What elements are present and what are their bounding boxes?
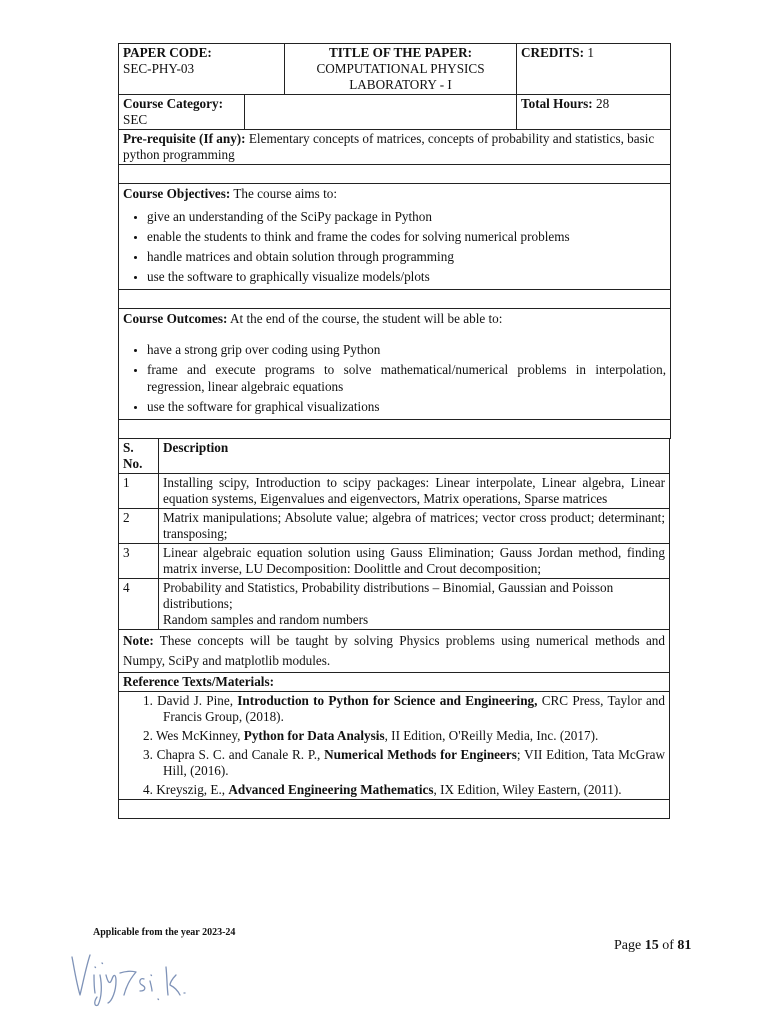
credits-cell	[517, 44, 671, 95]
blank-row	[119, 290, 671, 309]
reference-title: Numerical Methods for Engineers	[324, 747, 517, 762]
references-label: Reference Texts/Materials:	[123, 674, 274, 689]
applicable-year-note: Applicable from the year 2023-24	[93, 927, 236, 938]
credits-label: CREDITS:	[521, 45, 585, 60]
category-empty-cell	[245, 95, 517, 130]
handwritten-signature	[66, 945, 196, 1007]
paper-code-value: SEC-PHY-03	[123, 61, 195, 76]
outcome-item: • have a strong grip over coding using Python	[147, 341, 666, 358]
reference-title: Introduction to Python for Science and Engineering,	[237, 693, 538, 708]
paper-code-cell	[119, 44, 285, 95]
reference-authors: 2. Wes McKinney,	[143, 728, 244, 743]
paper-code-label: PAPER CODE:	[123, 45, 212, 60]
table-row	[119, 474, 670, 509]
sno-header	[119, 439, 159, 474]
category-cell	[119, 95, 245, 130]
outcomes-list	[123, 341, 666, 415]
outcomes-cell	[119, 309, 671, 420]
note-label: Note:	[123, 633, 154, 648]
page-total: 81	[677, 938, 692, 953]
paper-title-line1: COMPUTATIONAL PHYSICS	[316, 61, 485, 76]
prerequisite-text: Elementary concepts of matrices, concepts of probability and statistics, basic python programming	[123, 131, 655, 162]
outcome-item: • use the software for graphical visualizations	[147, 398, 666, 415]
reference-item	[143, 728, 665, 744]
blank-row	[119, 800, 670, 819]
row-description: Installing scipy, Introduction to scipy packages: Linear interpolate, Linear algebra, Linear equation systems, Eigenvalues and eigenvectors, Matrix operations, Sparse matrices	[159, 474, 670, 509]
objective-item: • use the software to graphically visualize models/plots	[147, 268, 666, 285]
sno-header-text: S. No.	[123, 440, 143, 471]
page-of: of	[658, 938, 678, 953]
prerequisite-cell	[119, 130, 671, 165]
outcomes-intro: At the end of the course, the student will be able to:	[229, 311, 503, 326]
description-header-text: Description	[163, 440, 229, 455]
note-text: These concepts will be taught by solving Physics problems using numerical methods and Numpy, SciPy and matplotlib modules.	[123, 633, 665, 668]
references-list	[143, 693, 665, 798]
blank-row	[119, 420, 671, 439]
row-description-line: Probability and Statistics, Probability distributions – Binomial, Gaussian and Poisson distributions;	[163, 580, 614, 611]
reference-publisher: , II Edition, O'Reilly Media, Inc. (2017).	[384, 728, 599, 743]
paper-title-cell	[285, 44, 517, 95]
page-prefix: Page	[614, 938, 645, 953]
reference-authors: 1. David J. Pine,	[143, 693, 238, 708]
category-value: SEC	[123, 112, 148, 127]
blank-row	[119, 165, 671, 184]
prerequisite-label: Pre-requisite (If any):	[123, 131, 246, 146]
objectives-list	[123, 208, 666, 285]
paper-title-line2: LABORATORY - I	[349, 77, 452, 92]
reference-publisher: ; VII Edition, Tata McGraw Hill, (2016).	[163, 747, 665, 778]
reference-item	[143, 747, 665, 779]
note-cell	[119, 630, 670, 673]
hours-cell	[517, 95, 671, 130]
references-header	[119, 673, 670, 692]
description-header	[159, 439, 670, 474]
paper-title-label: TITLE OF THE PAPER:	[329, 45, 473, 60]
row-number: 1	[119, 474, 159, 509]
reference-publisher: CRC Press, Taylor and Francis Group, (2018).	[163, 693, 665, 724]
course-table-frame	[118, 43, 670, 819]
reference-title: Python for Data Analysis	[243, 728, 385, 743]
row-number: 3	[119, 544, 159, 579]
row-number: 2	[119, 509, 159, 544]
hours-value: 28	[596, 96, 610, 111]
reference-authors: 3. Chapra S. C. and Canale R. P.,	[143, 747, 325, 762]
row-description-line: Random samples and random numbers	[163, 612, 369, 627]
course-header-table	[118, 43, 671, 439]
row-description	[159, 579, 670, 630]
references-cell	[119, 692, 670, 800]
reference-authors: 4. Kreyszig, E.,	[143, 782, 229, 797]
row-number: 4	[119, 579, 159, 630]
objectives-label: Course Objectives:	[123, 186, 231, 201]
hours-label: Total Hours:	[521, 96, 593, 111]
page-number	[614, 938, 691, 954]
reference-title: Advanced Engineering Mathematics	[228, 782, 434, 797]
reference-publisher: , IX Edition, Wiley Eastern, (2011).	[433, 782, 622, 797]
table-row	[119, 509, 670, 544]
table-row	[119, 544, 670, 579]
table-row	[119, 579, 670, 630]
row-description: Matrix manipulations; Absolute value; algebra of matrices; vector cross product; determinant; transposing;	[159, 509, 670, 544]
reference-item	[143, 782, 665, 798]
objectives-cell	[119, 184, 671, 290]
syllabus-table	[118, 438, 670, 819]
category-label: Course Category:	[123, 96, 223, 111]
credits-value: 1	[587, 45, 594, 60]
reference-item	[143, 693, 665, 725]
page-current: 15	[644, 938, 659, 953]
objective-item: • enable the students to think and frame the codes for solving numerical problems	[147, 228, 666, 245]
objective-item: • handle matrices and obtain solution through programming	[147, 248, 666, 265]
objective-item: • give an understanding of the SciPy package in Python	[147, 208, 666, 225]
outcome-item: • frame and execute programs to solve mathematical/numerical problems in interpolation, regression, linear algebraic equations	[147, 361, 666, 395]
outcomes-label: Course Outcomes:	[123, 311, 228, 326]
objectives-intro: The course aims to:	[233, 186, 338, 201]
row-description: Linear algebraic equation solution using Gauss Elimination; Gauss Jordan method, finding matrix inverse, LU Decomposition: Doolittle and Crout decomposition;	[159, 544, 670, 579]
